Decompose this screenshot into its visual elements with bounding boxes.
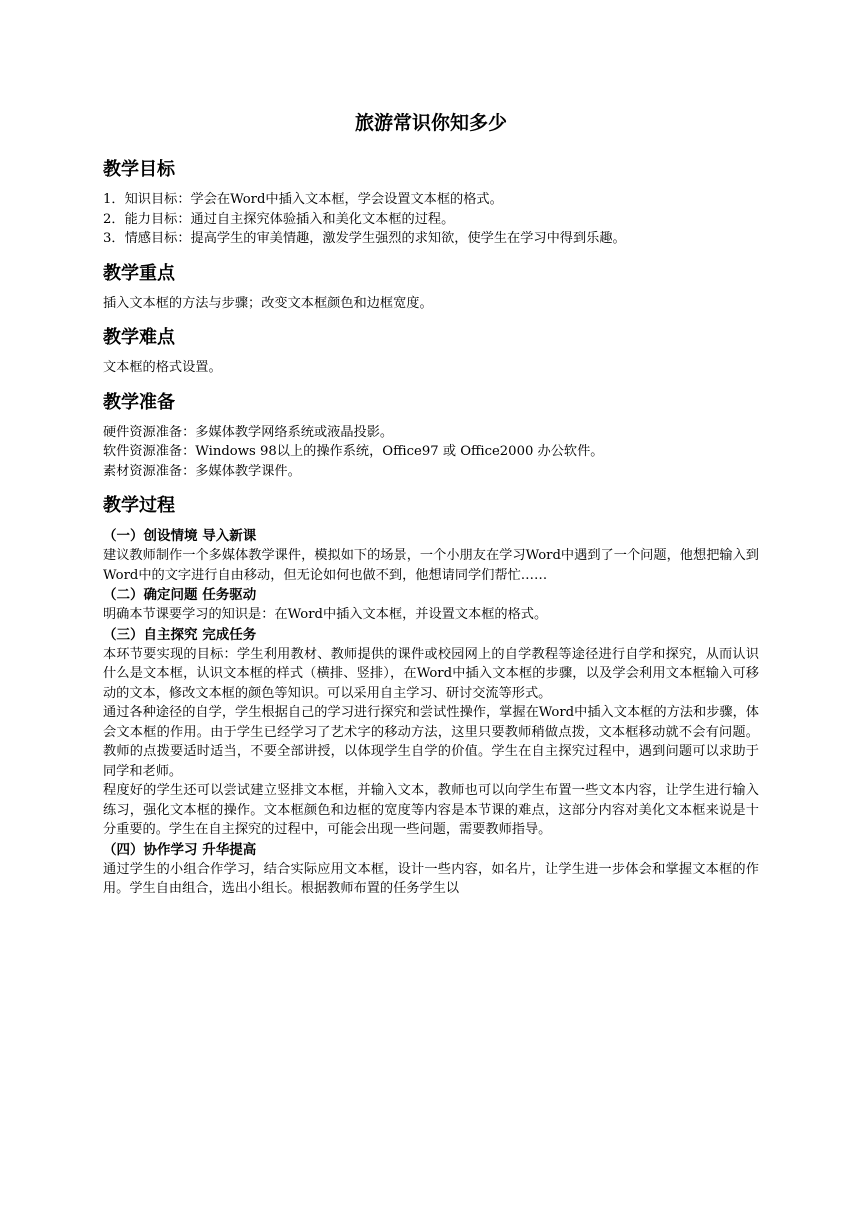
section-heading: 教学目标 bbox=[103, 159, 175, 180]
process-step-1-text: 建议教师制作一个多媒体教学课件，模拟如下的场景，一个小朋友在学习Word中遇到了一个问题，他想把输入到Word中的文字进行自由移动，但无论如何也做不到，他想请同学们帮忙…… bbox=[103, 548, 759, 583]
section-difficult-points bbox=[103, 326, 759, 378]
process-step-2-title: （二）确定问题 任务驱动 bbox=[103, 587, 257, 603]
section-process bbox=[103, 494, 759, 899]
section-heading: 教学准备 bbox=[103, 391, 175, 413]
section-heading: 教学难点 bbox=[103, 327, 175, 348]
goal-item-2: 2．能力目标：通过自主探究体验插入和美化文本框的过程。 bbox=[103, 211, 455, 227]
process-step-4-text: 通过学生的小组合作学习，结合实际应用文本框，设计一些内容，如名片，让学生进一步体会和掌握文本框的作用。学生自由组合，选出小组长。根据教师布置的任务学生以 bbox=[103, 861, 759, 896]
process-step-1-title: （一）创设情境 导入新课 bbox=[103, 528, 257, 544]
difficult-points-text: 文本框的格式设置。 bbox=[103, 360, 222, 375]
section-preparation bbox=[103, 391, 759, 482]
section-key-points bbox=[103, 262, 759, 314]
prep-hardware: 硬件资源准备：多媒体教学网络系统或液晶投影。 bbox=[103, 424, 394, 440]
process-step-3-para-2: 通过各种途径的自学，学生根据自己的学习进行探究和尝试性操作，掌握在Word中插入文本框的方法和步骤，体会文本框的作用。由于学生已经学习了艺术字的移动方法，这里只要教师稍做点拨，文本框移动就不会有问题。教师的点拨要适时适当，不要全部讲授，以体现学生自学的价值。学生在自主探究过程中，遇到问题可以求助于同学和老师。 bbox=[103, 705, 759, 779]
section-heading: 教学过程 bbox=[103, 495, 175, 516]
section-goals bbox=[103, 158, 759, 249]
process-step-3-title: （三）自主探究 完成任务 bbox=[103, 626, 257, 643]
prep-software: 软件资源准备：Windows 98以上的操作系统，Office97 或 Office2000 办公软件。 bbox=[103, 444, 604, 459]
process-step-2-text: 明确本节课要学习的知识是：在Word中插入文本框，并设置文本框的格式。 bbox=[103, 607, 548, 622]
process-step-3-para-1: 本环节要实现的目标：学生利用教材、教师提供的课件或校园网上的自学教程等途径进行自学和探究，从而认识什么是文本框，认识文本框的样式（横排、竖排），在Word中插入文本框的步骤，以及学会利用文本框输入可移动的文本，修改文本框的颜色等知识。可以采用自主学习、研讨交流等形式。 bbox=[103, 646, 759, 701]
prep-material: 素材资源准备：多媒体教学课件。 bbox=[103, 463, 301, 479]
document-page bbox=[103, 110, 759, 912]
key-points-text: 插入文本框的方法与步骤；改变文本框颜色和边框宽度。 bbox=[103, 295, 433, 311]
process-step-3-para-3: 程度好的学生还可以尝试建立竖排文本框，并输入文本，教师也可以向学生布置一些文本内容，让学生进行输入练习，强化文本框的操作。文本框颜色和边框的宽度等内容是本节课的难点，这部分内容对美化文本框来说是十分重要的。学生在自主探究的过程中，可能会出现一些问题，需要教师指导。 bbox=[103, 783, 759, 837]
goal-item-3: 3．情感目标：提高学生的审美情趣，激发学生强烈的求知欲，使学生在学习中得到乐趣。 bbox=[103, 231, 626, 246]
goal-item-1: 1．知识目标：学会在Word中插入文本框，学会设置文本框的格式。 bbox=[103, 192, 503, 207]
process-step-4-title: （四）协作学习 升华提高 bbox=[103, 841, 257, 858]
section-heading: 教学重点 bbox=[103, 262, 175, 284]
document-title: 旅游常识你知多少 bbox=[354, 112, 507, 134]
